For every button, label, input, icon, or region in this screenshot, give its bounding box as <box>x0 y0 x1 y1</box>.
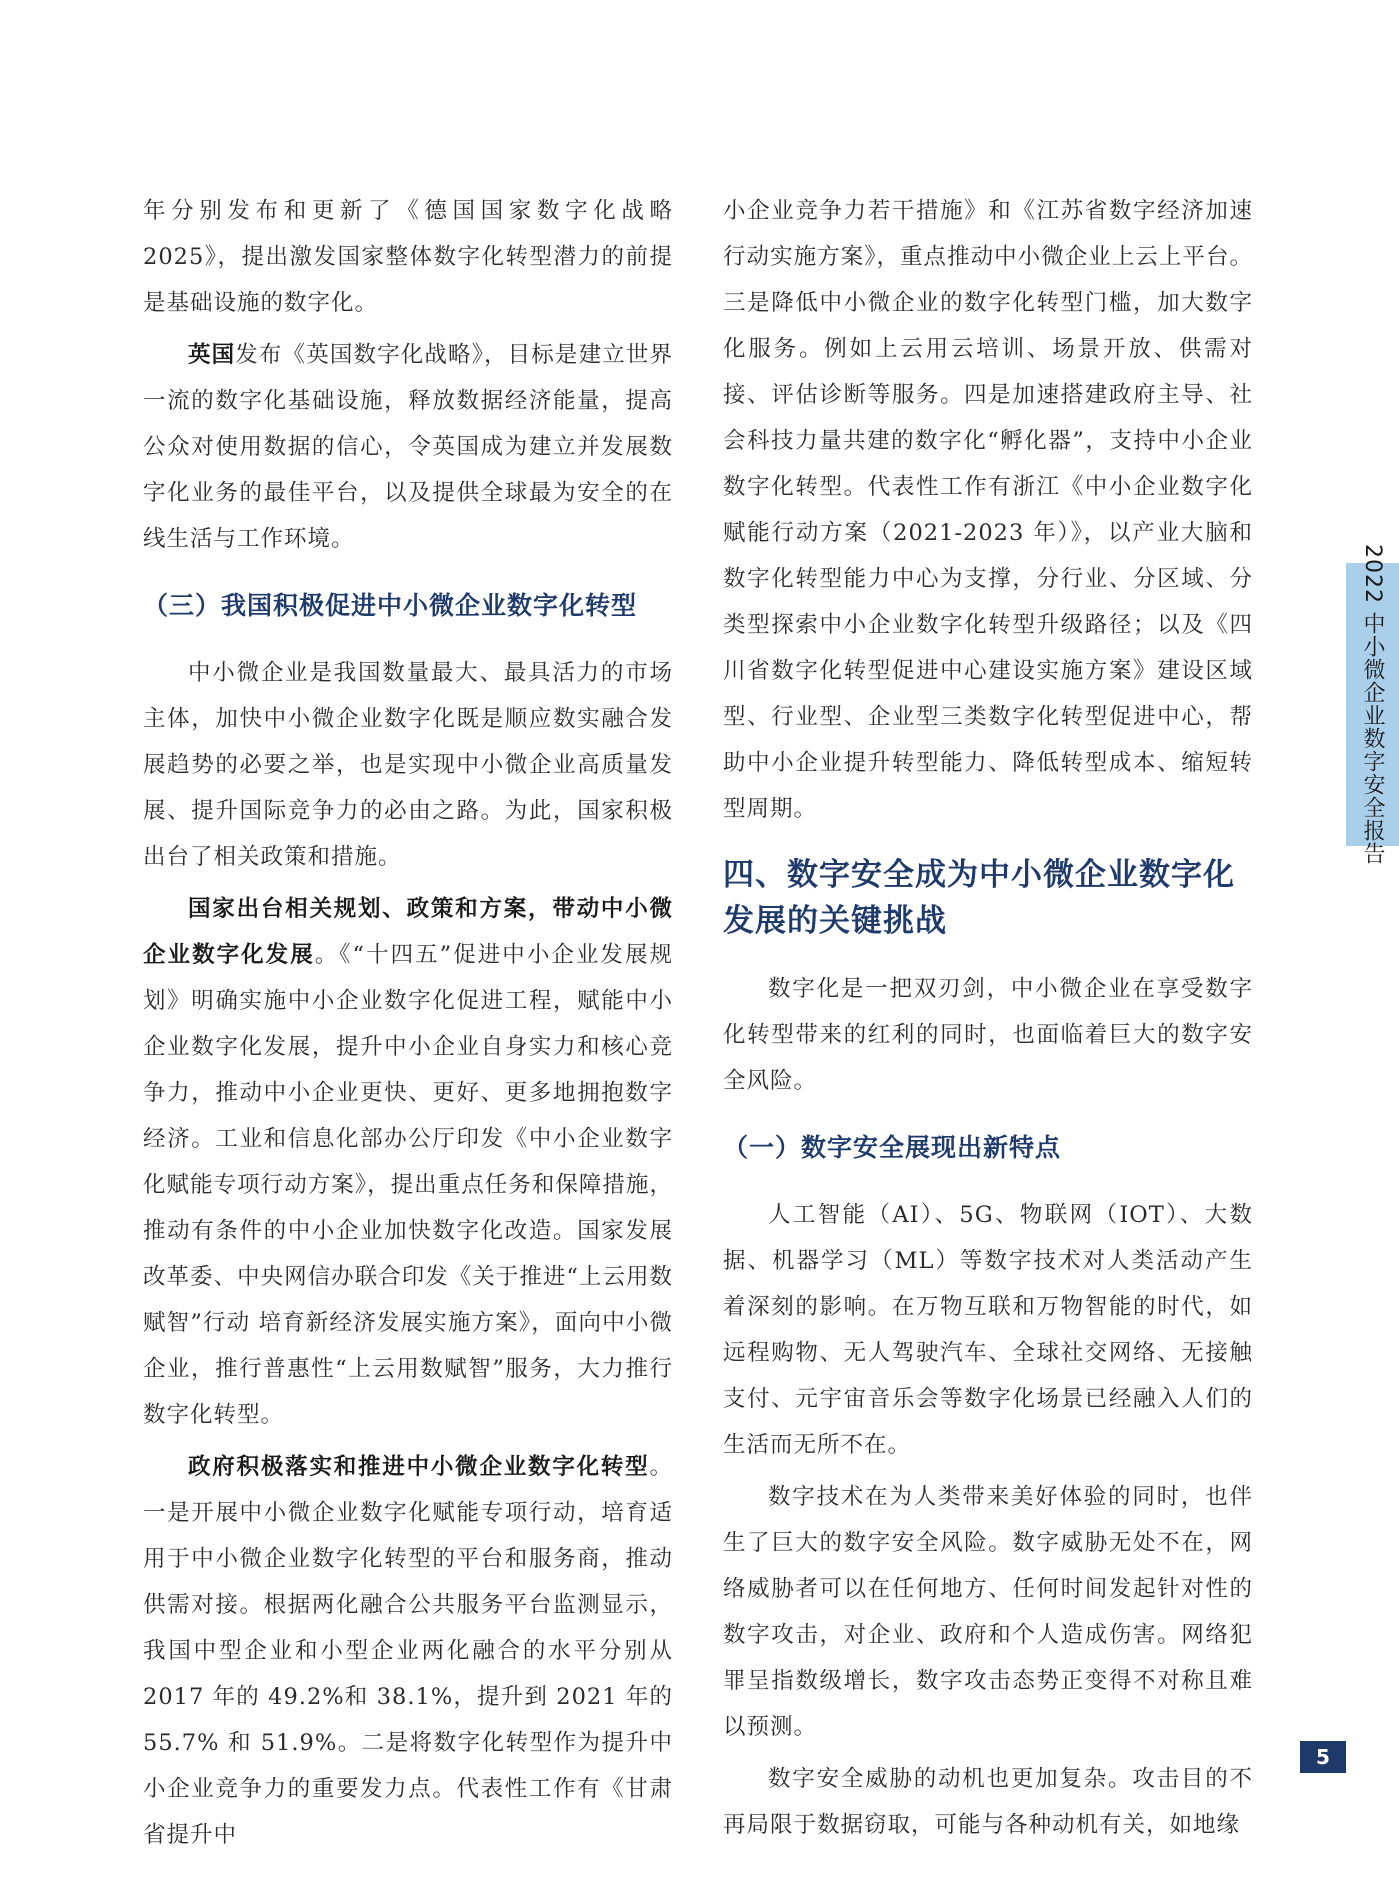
paragraph: 人工智能（AI）、5G、物联网（IOT）、大数据、机器学习（ML）等数字技术对人类活动产生着深刻的影响。在万物互联和万物智能的时代，如远程购物、无人驾驶汽车、全球社交网络、无接触支付、元宇宙音乐会等数字化场景已经融入人们的生活而无所不在。 <box>723 1202 1253 1458</box>
paragraph-text: 发布《英国数字化战略》，目标是建立世界一流的数字化基础设施，释放数据经济能量，提高公众对使用数据的信心，令英国成为建立并发展数字化业务的最佳平台，以及提供全球最为安全的在线生活与工作环境。 <box>143 342 673 552</box>
right-column <box>723 188 1253 1854</box>
paragraph: 数字化是一把双刃剑，中小微企业在享受数字化转型带来的红利的同时，也面临着巨大的数字安全风险。 <box>723 976 1253 1094</box>
page-number: 5 <box>1300 1741 1346 1773</box>
paragraph: 年分别发布和更新了《德国国家数字化战略 2025》，提出激发国家整体数字化转型潜力的前提是基础设施的数字化。 <box>143 198 673 316</box>
paragraph <box>143 332 673 562</box>
section-heading: （三）我国积极促进中小微企业数字化转型 <box>143 591 638 620</box>
side-tab <box>1346 544 1399 865</box>
bold-lead: 政府积极落实和推进中小微企业数字化转型 <box>188 1454 650 1480</box>
paragraph-text: 。一是开展中小微企业数字化赋能专项行动，培育适用于中小微企业数字化转型的平台和服务商，推动供需对接。根据两化融合公共服务平台监测显示，我国中型企业和小型企业两化融合的水平分别从 2017 年的 49.2%和 38.1%，提升到 2021 年的 55.7% 和 51.9%。二是将数字化转型作为提升中小企业竞争力的重要发力点。代表性工作有《甘肃省提升中 <box>143 1454 673 1848</box>
paragraph: 数字安全威胁的动机也更加复杂。攻击目的不再局限于数据窃取，可能与各种动机有关，如地缘 <box>723 1766 1253 1838</box>
bold-lead: 英国 <box>188 342 236 368</box>
section-heading: （一）数字安全展现出新特点 <box>723 1133 1062 1162</box>
paragraph: 中小微企业是我国数量最大、最具活力的市场主体，加快中小微企业数字化既是顺应数实融合发展趋势的必要之举，也是实现中小微企业高质量发展、提升国际竞争力的必由之路。为此，国家积极出台了相关政策和措施。 <box>143 660 673 870</box>
paragraph-text: 。《“十四五”促进中小企业发展规划》明确实施中小企业数字化促进工程，赋能中小企业数字化发展，提升中小企业自身实力和核心竞争力，推动中小企业更快、更好、更多地拥抱数字经济。工业和信息化部办公厅印发《中小企业数字化赋能专项行动方案》，提出重点任务和保障措施，推动有条件的中小企业加快数字化改造。国家发展改革委、中央网信办联合印发《关于推进“上云用数赋智”行动 培育新经济发展实施方案》，面向中小微企业，推行普惠性“上云用数赋智”服务，大力推行数字化转型。 <box>143 942 673 1428</box>
side-tab-title: 2022 中小微企业数字安全报告 <box>1360 544 1385 865</box>
paragraph: 数字技术在为人类带来美好体验的同时，也伴生了巨大的数字安全风险。数字威胁无处不在，网络威胁者可以在任何地方、任何时间发起针对性的数字攻击，对企业、政府和个人造成伤害。网络犯罪呈指数级增长，数字攻击态势正变得不对称且难以预测。 <box>723 1484 1253 1740</box>
left-column <box>143 188 673 1864</box>
bold-lead: 国家出台相关规划、政策和方案，带动中小微企业数字化发展 <box>143 896 673 968</box>
paragraph: 小企业竞争力若干措施》和《江苏省数字经济加速行动实施方案》，重点推动中小微企业上云上平台。三是降低中小微企业的数字化转型门槛，加大数字化服务。例如上云用云培训、场景开放、供需对接、评估诊断等服务。四是加速搭建政府主导、社会科技力量共建的数字化“孵化器”，支持中小企业数字化转型。代表性工作有浙江《中小企业数字化赋能行动方案（2021-2023 年）》，以产业大脑和数字化转型能力中心为支撑，分行业、分区域、分类型探索中小企业数字化转型升级路径；以及《四川省数字化转型促进中心建设实施方案》建设区域型、行业型、企业型三类数字化转型促进中心，帮助中小企业提升转型能力、降低转型成本、缩短转型周期。 <box>723 198 1253 822</box>
paragraph <box>143 1444 673 1858</box>
chapter-heading: 四、数字安全成为中小微企业数字化发展的关键挑战 <box>723 857 1235 939</box>
paragraph <box>143 886 673 1438</box>
